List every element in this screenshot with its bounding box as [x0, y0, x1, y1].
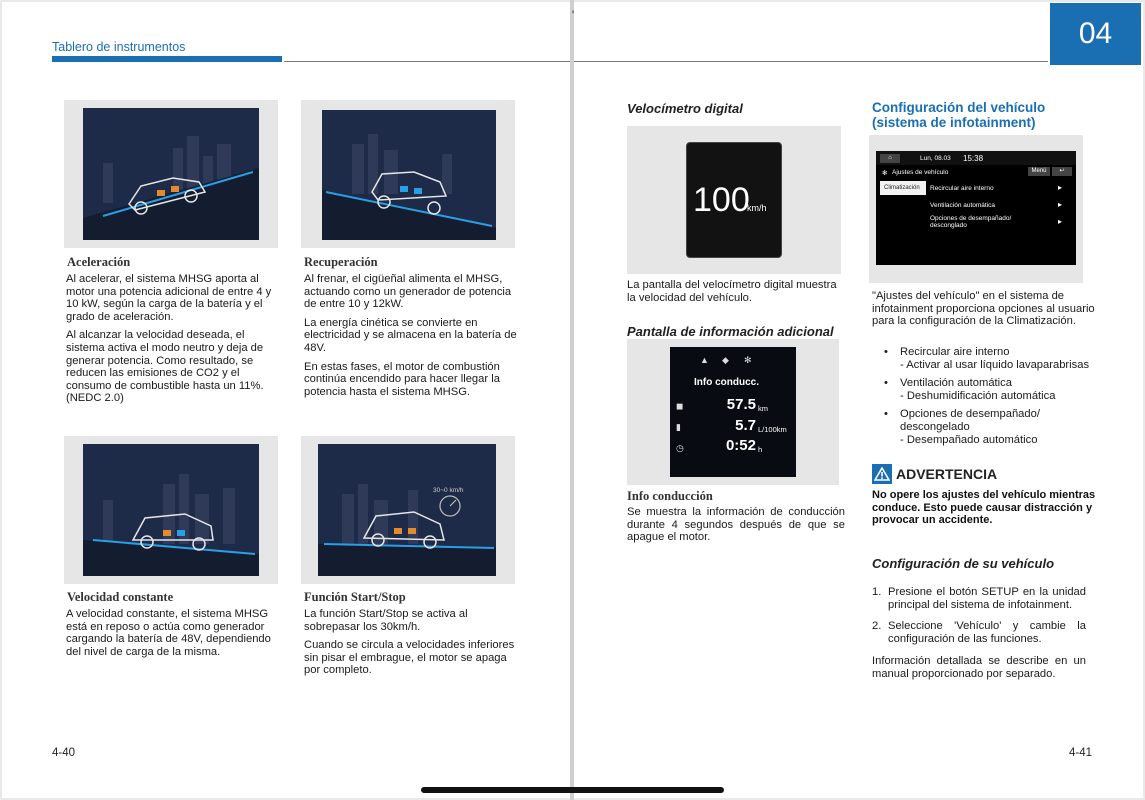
info-screen-title: Info conducc.	[694, 377, 759, 388]
paragraph: La función Start/Stop se activa al sobrepasar los 30km/h.	[304, 608, 468, 633]
step-text: Seleccione 'Vehículo' y cambie la configuración de las funciones.	[888, 620, 1086, 645]
consumption-value: 5.7	[735, 417, 756, 434]
start-stop-title: Función Start/Stop	[304, 590, 406, 604]
section-title-bar	[52, 56, 282, 62]
paragraph: Al frenar, el cigüeñal alimenta el MHSG, actuando como un generador de potencia de entre 10 y 12kW.	[304, 273, 512, 311]
home-icon[interactable]: ⌂	[880, 154, 900, 163]
paragraph: En estas fases, el motor de combustión continúa encendido para hacer llegar la potencia hasta el sistema MHSG.	[304, 360, 500, 398]
acceleration-title: Aceleración	[67, 255, 131, 269]
recovery-illustration-frame	[301, 100, 515, 248]
option-name: • Ventilación automática	[900, 377, 1012, 390]
constant-speed-illustration	[83, 444, 259, 576]
menu-item-recirculate[interactable]: Recircular aire interno	[930, 185, 994, 192]
warning-icon	[872, 464, 892, 484]
car-downhill-icon	[322, 110, 496, 240]
page-number-right: 4-41	[1069, 747, 1093, 759]
option-detail: - Activar al usar líquido lavaparabrisas	[900, 358, 1090, 371]
warning-title: ADVERTENCIA	[896, 466, 998, 482]
distance-value: 57.5	[726, 396, 756, 413]
step-number: 1.	[872, 586, 882, 598]
chevron-right-icon: ▸	[1058, 217, 1063, 226]
setup-steps	[872, 586, 1086, 654]
list-item	[872, 346, 1102, 371]
back-icon[interactable]: ↩	[1052, 167, 1072, 176]
paragraph: Al acelerar, el sistema MHSG aporta al motor una potencia adicional de entre 4 y 10 kW, según la carga de la batería y el grado de aceleración.	[66, 273, 272, 323]
list-item	[872, 408, 1102, 446]
speed-unit: km/h	[747, 203, 767, 213]
driving-info-caption: Se muestra la información de conducción durante 4 segundos después de que se apague el motor.	[627, 506, 845, 544]
speedometer-caption: La pantalla del velocímetro digital muestra la velocidad del vehículo.	[627, 279, 837, 304]
gear-icon: ✻	[744, 355, 752, 365]
car-flat-icon	[83, 444, 259, 576]
speedometer-screen	[686, 142, 782, 258]
config-heading-line2: (sistema de infotainment)	[872, 115, 1036, 130]
option-name: • Opciones de desempañado/	[900, 408, 1040, 421]
speed-value: 100	[693, 181, 750, 219]
section-title: Tablero de instrumentos	[52, 40, 186, 54]
paragraph: A velocidad constante, el sistema MHSG está en reposo o actúa como generador cargando la batería de 48V, dependiendo del nivel de carga de la misma.	[66, 608, 271, 658]
menu-item-auto-vent[interactable]: Ventilación automática	[930, 202, 996, 209]
speedometer-heading: Velocímetro digital	[627, 101, 743, 116]
acceleration-text	[66, 273, 281, 411]
screen-title: Ajustes de vehículo	[892, 169, 949, 176]
speedometer-illustration-frame	[627, 126, 841, 274]
screen-time: 15:38	[963, 154, 984, 163]
acceleration-illustration-frame	[64, 100, 278, 248]
start-stop-text	[304, 608, 519, 683]
car-uphill-icon	[83, 108, 259, 240]
driving-info-title: Info conducción	[627, 489, 713, 503]
infotainment-screen	[876, 151, 1076, 265]
recovery-illustration	[322, 110, 496, 240]
header-rule	[284, 61, 570, 62]
car-icon: ◆	[722, 355, 729, 365]
warning-text: No opere los ajustes del vehículo mientras conduce. Esto puede causar distracción y provocar un accidente.	[872, 489, 1096, 527]
option-detail: - Deshumidificación automática	[900, 389, 1056, 402]
consumption-unit: L/100km	[758, 425, 787, 434]
option-detail: - Desempañado automático	[900, 433, 1038, 446]
recovery-text	[304, 273, 519, 404]
config-heading-line1: Configuración del vehículo	[872, 100, 1046, 115]
car-start-stop-icon	[318, 444, 496, 576]
chevron-right-icon: ▸	[1058, 183, 1063, 192]
step-text: Presione el botón SETUP en la unidad principal del sistema de infotainment.	[888, 586, 1086, 611]
paragraph: Cuando se circula a velocidades inferiores sin pisar el embrague, el motor se apaga por completo.	[304, 639, 515, 677]
screen-date: Lun, 08.03	[920, 155, 951, 162]
speed-range-label: 30~0 km/h	[433, 487, 464, 494]
constant-speed-illustration-frame	[64, 436, 278, 584]
config-heading	[872, 100, 1045, 130]
infotainment-illustration-frame	[869, 135, 1083, 283]
option-name-cont: descongelado	[900, 420, 970, 433]
constant-speed-title: Velocidad constante	[67, 590, 174, 604]
clock-icon: ◷	[676, 443, 684, 453]
side-menu-climate[interactable]: Climatización	[880, 181, 926, 195]
gear-icon: ✻	[882, 170, 888, 177]
fuel-icon: ▮	[676, 422, 681, 432]
chevron-right-icon: ▸	[1058, 200, 1063, 209]
step-number: 2.	[872, 620, 882, 633]
road-icon: ▲	[700, 355, 709, 365]
start-stop-illustration	[318, 444, 496, 576]
paragraph: Al alcanzar la velocidad deseada, el sistema activa el modo neutro y deja de generar potencia. Como resultado, se reducen las emisiones de CO2 y el consumo de combustible hasta un 11%. (NEDC 2.0)	[66, 329, 264, 405]
list-item	[872, 377, 1102, 402]
distance-unit: km	[758, 404, 768, 413]
paragraph: La energía cinética se convierte en electricidad y se almacena en la batería de 48V.	[304, 316, 517, 354]
header-rule	[574, 61, 1048, 62]
acceleration-illustration	[83, 108, 259, 240]
option-name: • Recircular aire interno	[900, 346, 1010, 358]
right-page	[574, 2, 1143, 798]
menu-item-defog[interactable]: Opciones de desempañado/ desconglado	[930, 215, 1012, 229]
config-intro: "Ajustes del vehículo" en el sistema de infotainment proporciona opciones al usuario para la configuración de la Climatización.	[872, 290, 1095, 328]
extra-info-heading: Pantalla de información adicional	[627, 324, 834, 339]
extra-info-screen	[670, 347, 796, 477]
constant-speed-text	[66, 608, 286, 664]
page-number-left: 4-40	[52, 747, 76, 759]
warning-header	[872, 464, 997, 484]
left-page	[2, 2, 570, 798]
setup-heading: Configuración de su vehículo	[872, 556, 1055, 571]
config-options-list	[872, 346, 1102, 452]
setup-note: Información detallada se describe en un manual proporcionado por separado.	[872, 655, 1086, 680]
setup-step	[872, 620, 1086, 645]
time-value: 0:52	[725, 437, 756, 454]
start-stop-illustration-frame	[301, 436, 515, 584]
distance-icon: ◼	[676, 401, 684, 411]
chapter-number: 04	[1050, 3, 1141, 65]
time-unit: h	[758, 445, 763, 454]
setup-step	[872, 586, 1086, 611]
extra-info-illustration-frame	[627, 339, 839, 485]
recovery-title: Recuperación	[304, 255, 378, 269]
home-indicator[interactable]	[421, 787, 724, 793]
menu-button[interactable]: Menú	[1028, 167, 1050, 176]
